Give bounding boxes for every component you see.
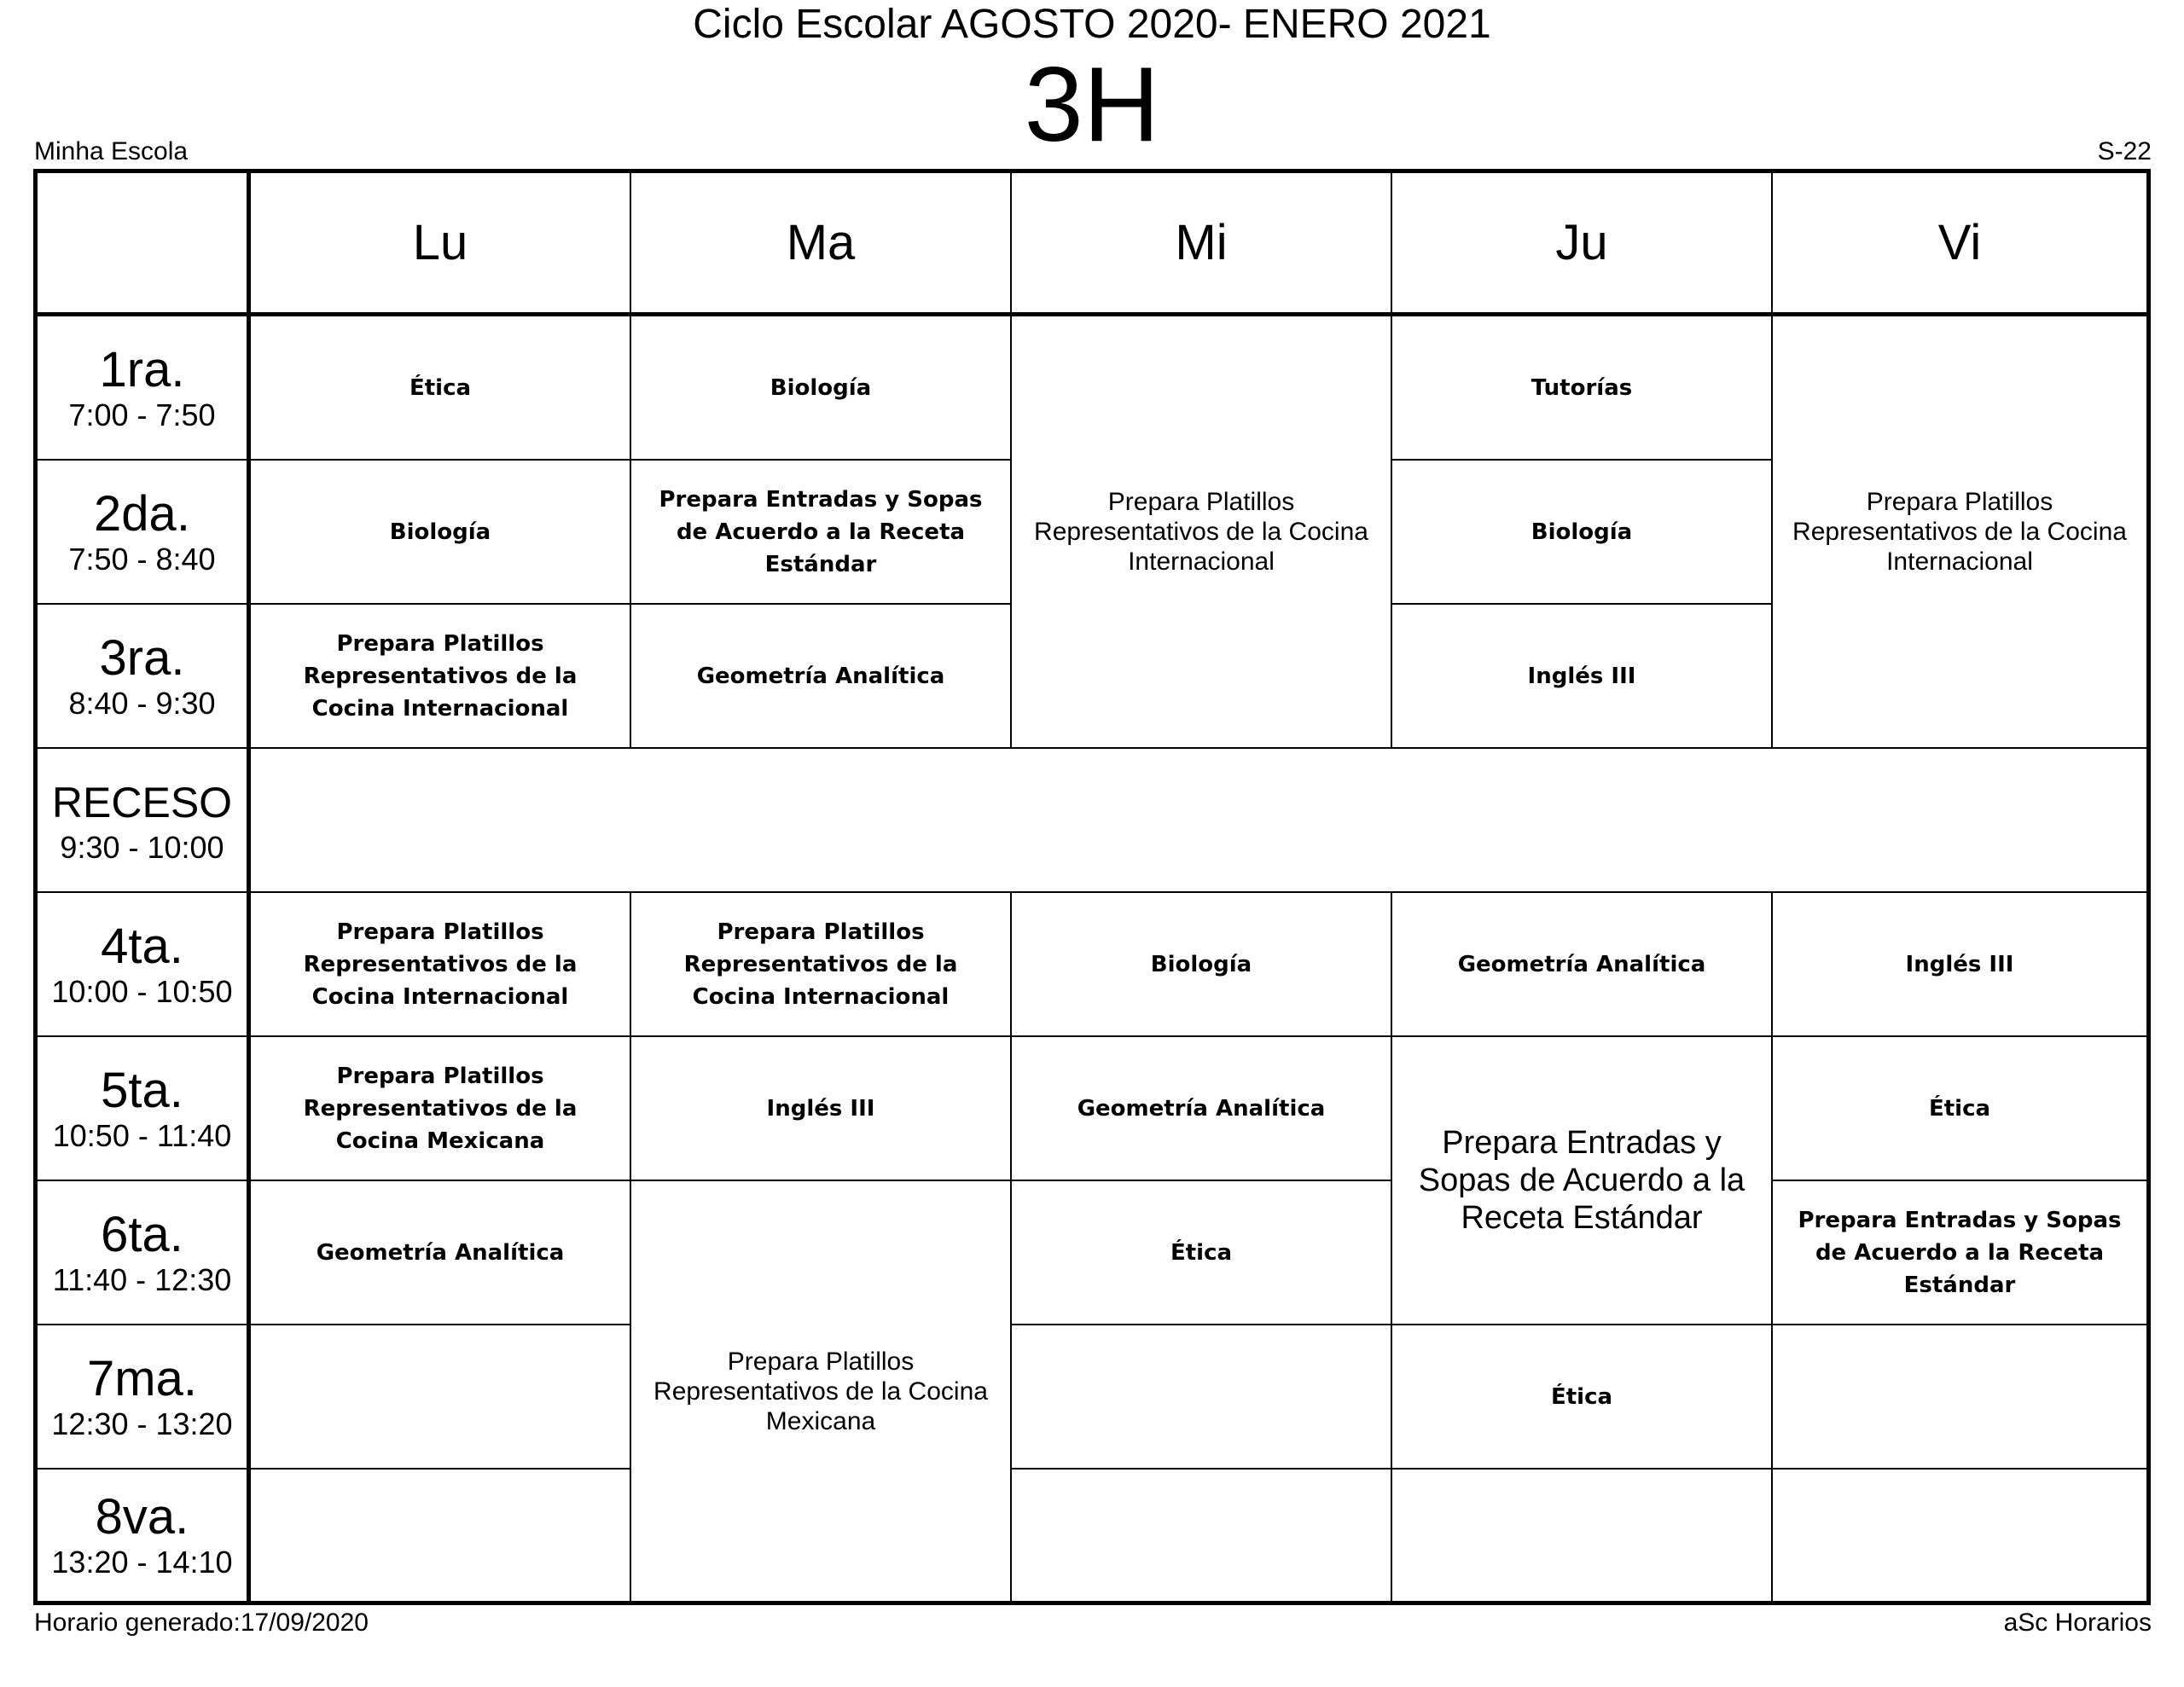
lesson-subject: Inglés III: [766, 1095, 875, 1122]
lesson-ma-4[interactable]: [630, 892, 1011, 1036]
lesson-subject: Ética: [1928, 1095, 1991, 1122]
lesson-vi-5[interactable]: [1772, 1036, 2147, 1180]
cycle-title: Ciclo Escolar AGOSTO 2020- ENERO 2021: [693, 2, 1491, 47]
period-6: [37, 1180, 250, 1325]
period-name: 6ta.: [101, 1206, 183, 1262]
lesson-ma-1[interactable]: [630, 316, 1011, 460]
period-1: [37, 316, 250, 460]
period-5: [37, 1036, 250, 1180]
lesson-subject: Inglés III: [1527, 663, 1636, 689]
recess-row: [250, 748, 2147, 892]
lesson-lu-2[interactable]: [250, 460, 630, 604]
period-time: 11:40 - 12:30: [52, 1261, 232, 1297]
period-name: 3ra.: [99, 629, 185, 686]
lesson-lu-1[interactable]: [250, 316, 630, 460]
period-time: 9:30 - 10:00: [60, 829, 224, 865]
period-time: 12:30 - 13:20: [51, 1406, 233, 1441]
lesson-lu-6[interactable]: [250, 1180, 630, 1325]
period-time: 13:20 - 14:10: [51, 1545, 233, 1580]
software-credit: aSc Horarios: [2003, 1609, 2152, 1637]
period-name: 8va.: [95, 1489, 189, 1545]
lesson-vi-4[interactable]: [1772, 892, 2147, 1036]
timetable-grid: [33, 169, 2151, 1605]
lesson-subject: Biología: [389, 519, 491, 545]
period-8: [37, 1469, 250, 1602]
lesson-subject: Geometría Analítica: [1077, 1095, 1326, 1122]
empty-ju-8: [1391, 1469, 1772, 1602]
lesson-subject: Prepara Platillos Representativos de la Cocina Internacional: [683, 919, 958, 1010]
lesson-subject: Ética: [1550, 1383, 1613, 1410]
period-name: RECESO: [51, 778, 233, 826]
lesson-ju-3[interactable]: [1391, 604, 1772, 748]
empty-lu-7: [250, 1325, 630, 1469]
lesson-subject: Prepara Entradas y Sopas de Acuerdo a la Receta Estándar: [659, 486, 983, 577]
empty-lu-8: [250, 1469, 630, 1602]
day-header-ma: Ma: [630, 172, 1011, 316]
lesson-subject: Ética: [409, 374, 472, 401]
lesson-ju-5-6[interactable]: [1391, 1036, 1772, 1325]
corner-cell: [37, 172, 250, 316]
empty-mi-7: [1011, 1325, 1391, 1469]
lesson-mi-5[interactable]: [1011, 1036, 1391, 1180]
lesson-vi-6[interactable]: [1772, 1180, 2147, 1325]
day-header-vi: Vi: [1772, 172, 2147, 316]
period-time: 8:40 - 9:30: [68, 685, 216, 721]
lesson-ju-2[interactable]: [1391, 460, 1772, 604]
lesson-subject: Tutorías: [1531, 374, 1633, 401]
lesson-subject: Prepara Platillos Representativos de la Cocina Mexicana: [303, 1063, 578, 1154]
period-name: 7ma.: [87, 1350, 197, 1406]
room-code: S-22: [2097, 137, 2152, 165]
empty-vi-7: [1772, 1325, 2147, 1469]
period-time: 7:00 - 7:50: [68, 397, 216, 432]
period-time: 10:00 - 10:50: [51, 973, 233, 1009]
lesson-ma-5[interactable]: [630, 1036, 1011, 1180]
lesson-subject: Biología: [1531, 519, 1633, 545]
lesson-subject: Prepara Entradas y Sopas de Acuerdo a la Receta Estándar: [1418, 1125, 1745, 1236]
period-recess: [37, 748, 250, 892]
period-7: [37, 1325, 250, 1469]
period-2: [37, 460, 250, 604]
lesson-vi-1-3[interactable]: [1772, 316, 2147, 748]
lesson-ma-3[interactable]: [630, 604, 1011, 748]
period-name: 5ta.: [101, 1062, 183, 1118]
period-name: 2da.: [94, 485, 190, 542]
lesson-subject: Inglés III: [1905, 951, 2014, 977]
lesson-ju-1[interactable]: [1391, 316, 1772, 460]
lesson-subject: Prepara Entradas y Sopas de Acuerdo a la Receta Estándar: [1798, 1207, 2122, 1298]
lesson-lu-4[interactable]: [250, 892, 630, 1036]
lesson-ma-6-8[interactable]: [630, 1180, 1011, 1602]
day-header-lu: Lu: [250, 172, 630, 316]
lesson-subject: Biología: [1150, 951, 1252, 977]
lesson-ju-7[interactable]: [1391, 1325, 1772, 1469]
day-header-ju: Ju: [1391, 172, 1772, 316]
lesson-subject: Prepara Platillos Representativos de la Cocina Internacional: [1792, 488, 2127, 576]
period-name: 1ra.: [99, 341, 185, 397]
generated-date: Horario generado:17/09/2020: [34, 1609, 369, 1637]
lesson-subject: Geometría Analítica: [1457, 951, 1706, 977]
lesson-subject: Geometría Analítica: [316, 1239, 565, 1266]
lesson-subject: Biología: [770, 374, 872, 401]
lesson-mi-6[interactable]: [1011, 1180, 1391, 1325]
lesson-subject: Geometría Analítica: [696, 663, 945, 689]
lesson-ju-4[interactable]: [1391, 892, 1772, 1036]
period-name: 4ta.: [101, 918, 183, 974]
school-name: Minha Escola: [34, 137, 189, 165]
class-title: 3H: [1024, 46, 1160, 164]
empty-mi-8: [1011, 1469, 1391, 1602]
lesson-mi-1-3[interactable]: [1011, 316, 1391, 748]
period-time: 7:50 - 8:40: [68, 541, 216, 577]
lesson-subject: Prepara Platillos Representativos de la Cocina Mexicana: [653, 1347, 988, 1435]
day-header-mi: Mi: [1011, 172, 1391, 316]
lesson-subject: Prepara Platillos Representativos de la Cocina Internacional: [303, 630, 578, 722]
lesson-subject: Prepara Platillos Representativos de la Cocina Internacional: [1034, 488, 1368, 576]
lesson-ma-2[interactable]: [630, 460, 1011, 604]
lesson-lu-3[interactable]: [250, 604, 630, 748]
period-3: [37, 604, 250, 748]
lesson-subject: Ética: [1170, 1239, 1233, 1266]
lesson-lu-5[interactable]: [250, 1036, 630, 1180]
period-time: 10:50 - 11:40: [52, 1117, 232, 1153]
period-4: [37, 892, 250, 1036]
lesson-subject: Prepara Platillos Representativos de la Cocina Internacional: [303, 919, 578, 1010]
lesson-mi-4[interactable]: [1011, 892, 1391, 1036]
empty-vi-8: [1772, 1469, 2147, 1602]
